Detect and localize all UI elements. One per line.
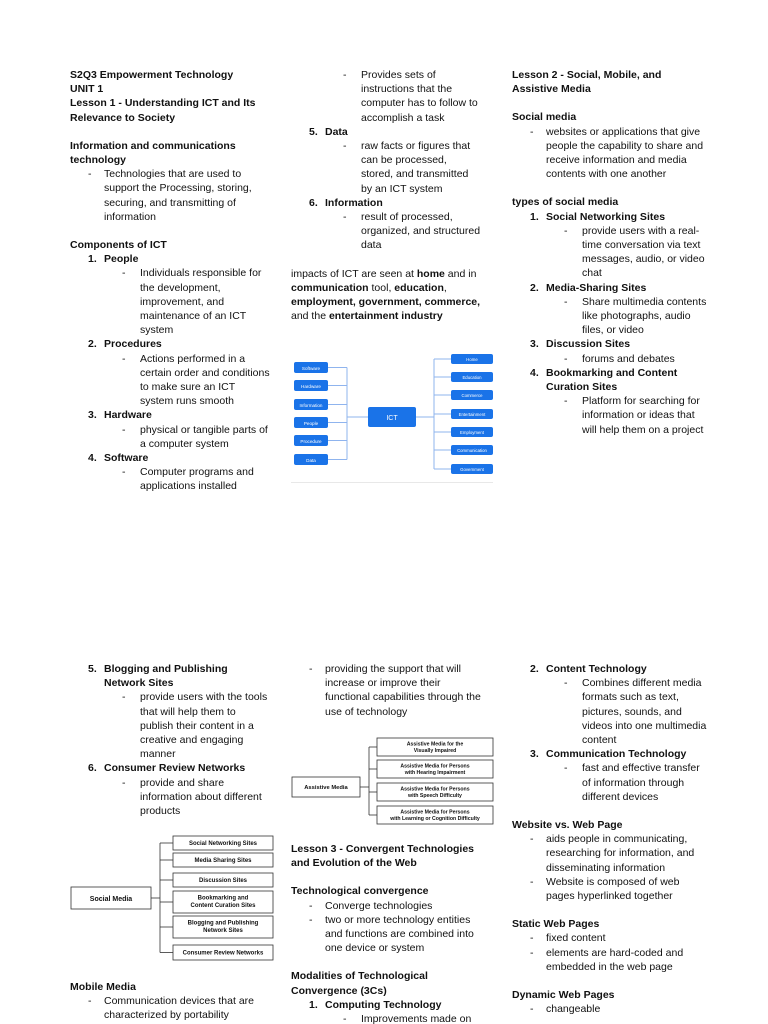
static-heading: Static Web Pages — [512, 918, 600, 931]
web-item-2: - Website is composed of web pages hyperlinked together — [530, 875, 680, 903]
sm-item-label: Consumer Review Networks — [182, 950, 264, 957]
ict-right-node-label: Communication — [457, 448, 487, 453]
modality-communication: 3. Communication Technology — [530, 748, 687, 761]
am-item-label: Assistive Media for Persons with Hearing Impairment — [400, 763, 470, 777]
static-item-1: - fixed content — [530, 932, 606, 945]
ict-left-node-label: Data — [306, 457, 316, 463]
p2-col3 — [512, 662, 707, 1016]
convergence-item-1: - Converge technologies — [309, 899, 433, 912]
component-data: 5. Data — [309, 125, 348, 138]
doc-title: S2Q3 Empowerment Technology — [70, 69, 234, 81]
social-media-diagram-svg — [70, 830, 276, 968]
ict-heading: Information and communications technology — [70, 139, 236, 167]
lesson2-title: Lesson 2 - Social, Mobile, and Assistive Media — [512, 69, 662, 96]
modality-computing-desc: - Improvements made on — [343, 1013, 472, 1024]
assistive-media-diagram-svg — [291, 735, 495, 827]
convergence-item-2: - two or more technology entities and functions are combined into one device or system — [309, 913, 474, 955]
sm-item-node — [173, 891, 273, 913]
component-information-desc: - result of processed, organized, and structured data — [343, 211, 481, 252]
mobile-media-heading: Mobile Media — [70, 981, 136, 993]
web-item-1: - aids people in communicating, researching for information, and disseminating information — [530, 833, 695, 874]
social-media-heading: Social media — [512, 111, 577, 124]
p2-col2-bottom — [291, 842, 486, 1024]
ict-diagram-svg — [291, 348, 493, 483]
mobile-media-def: - Communication devices that are characterized by portability — [88, 995, 254, 1022]
components-heading: Components of ICT — [70, 239, 167, 252]
component-hardware: 3. Hardware — [88, 409, 152, 422]
type-media-sharing-desc: - Share multimedia contents like photographs, audio files, or video — [564, 295, 707, 337]
type-social-networking-desc: - provide users with a real-time conversation via text messages, audio, or video chat — [564, 224, 705, 280]
lesson1-title: Lesson 1 - Understanding ICT and Its Relevance to Society — [70, 97, 256, 124]
component-information: 6. Information — [309, 196, 383, 209]
assistive-media-diagram — [291, 735, 495, 827]
p1-col1 — [70, 68, 270, 494]
modality-computing: 1. Computing Technology — [309, 998, 442, 1011]
ict-right-node-label: Education — [462, 375, 482, 380]
social-media-diagram — [70, 830, 276, 968]
ict-left-node-label: Software — [301, 365, 321, 371]
ict-center-label: ICT — [386, 415, 398, 422]
am-item-label: Assistive Media for Persons with Speech Difficulty — [400, 786, 470, 800]
p2-col1-bottom — [70, 980, 270, 1023]
component-people: 1. People — [88, 253, 139, 266]
component-procedures: 2. Procedures — [88, 338, 162, 351]
ict-left-node-label: Information — [299, 402, 323, 408]
sm-item-label: Media Sharing Sites — [194, 858, 252, 865]
component-procedures-desc: - Actions performed in a certain order and conditions to make sure an ICT system runs smooth — [122, 352, 270, 408]
type-social-networking: 1. Social Networking Sites — [530, 210, 666, 223]
sm-item-node — [173, 916, 273, 938]
ict-right-node-label: Employment — [460, 430, 484, 435]
modality-communication-desc: - fast and effective transfer of information through different devices — [564, 762, 700, 803]
ict-right-node-label: Commerce — [461, 393, 483, 398]
ict-right-node-label: Home — [466, 357, 478, 362]
component-hardware-desc: - physical or tangible parts of a computer system — [122, 423, 268, 450]
type-bookmarking: 4. Bookmarking and Content Curation Sites — [530, 366, 678, 394]
software-desc-cont: - Provides sets of instructions that the computer has to follow to accomplish a task — [343, 69, 478, 124]
type-discussion: 3. Discussion Sites — [530, 338, 631, 351]
am-root-label: Assistive Media — [304, 785, 348, 791]
p2-col2 — [291, 662, 481, 719]
p1-col2 — [291, 68, 481, 323]
p2-col1 — [70, 662, 270, 818]
sm-item-label: Blogging and Publishing Network Sites — [187, 920, 259, 934]
impacts-paragraph: impacts of ICT are seen at home and in communication tool, education, employment, government, commerce, and the entertainment industry — [291, 267, 481, 323]
ict-diagram — [291, 348, 493, 483]
type-bookmarking-desc: - Platform for searching for information or ideas that will help them on a project — [564, 395, 704, 436]
p1-col3 — [512, 68, 707, 437]
modality-content: 2. Content Technology — [530, 663, 647, 675]
type-consumer-review: 6. Consumer Review Networks — [88, 762, 246, 775]
am-item-label: Assistive Media for the Visually Impaired — [406, 741, 464, 755]
ict-definition: - Technologies that are used to support the Processing, storing, securing, and transmitting of information — [88, 168, 252, 223]
dynamic-item-1: - changeable — [530, 1003, 601, 1016]
type-blogging-desc: - provide users with the tools that will help them to publish their content in a creative and engaging manner — [122, 691, 268, 761]
types-heading: types of social media — [512, 196, 619, 209]
type-blogging: 5. Blogging and Publishing Network Sites — [88, 663, 228, 690]
sm-root-label: Social Media — [89, 896, 133, 903]
ict-right-node-label: Entertainment — [458, 412, 486, 417]
static-item-2: - elements are hard-coded and embedded in the web page — [530, 946, 684, 973]
am-item-label: Assistive Media for Persons with Learning or Cognition Difficulty — [390, 809, 480, 823]
component-people-desc: - Individuals responsible for the development, improvement, and maintenance of an ICT system — [122, 267, 262, 337]
convergence-heading: Technological convergence — [291, 885, 429, 898]
type-consumer-review-desc: - provide and share information about different products — [122, 776, 262, 818]
ict-left-node-label: Procedure — [300, 438, 322, 444]
component-data-desc: - raw facts or figures that can be processed, stored, and transmitted by an ICT system — [343, 140, 471, 195]
social-media-def: - websites or applications that give people the capability to share and receive information and media contents with one another — [530, 125, 704, 181]
modality-content-desc: - Combines different media formats such as text, pictures, sounds, and videos into one multimedia content — [564, 677, 707, 747]
ict-left-node-label: People — [303, 420, 319, 426]
sm-item-label: Bookmarking and Content Curation Sites — [190, 895, 256, 909]
unit-label: UNIT 1 — [70, 83, 104, 96]
web-heading: Website vs. Web Page — [512, 819, 623, 832]
ict-right-node-label: Government — [460, 467, 484, 472]
type-discussion-desc: - forums and debates — [564, 352, 675, 365]
ict-left-node-label: Hardware — [301, 383, 321, 389]
dynamic-heading: Dynamic Web Pages — [512, 989, 615, 1002]
lesson3-title: Lesson 3 - Convergent Technologies and Evolution of the Web — [291, 843, 475, 870]
type-media-sharing: 2. Media-Sharing Sites — [530, 281, 647, 294]
component-software-desc: - Computer programs and applications installed — [122, 466, 254, 493]
component-software: 4. Software — [88, 452, 149, 465]
sm-item-label: Discussion Sites — [198, 878, 248, 885]
sm-item-label: Social Networking Sites — [188, 841, 258, 848]
assistive-desc: - providing the support that will increase or improve their functional capabilities through the use of technology — [309, 663, 481, 718]
modalities-heading: Modalities of Technological Convergence (3Cs) — [291, 970, 428, 997]
